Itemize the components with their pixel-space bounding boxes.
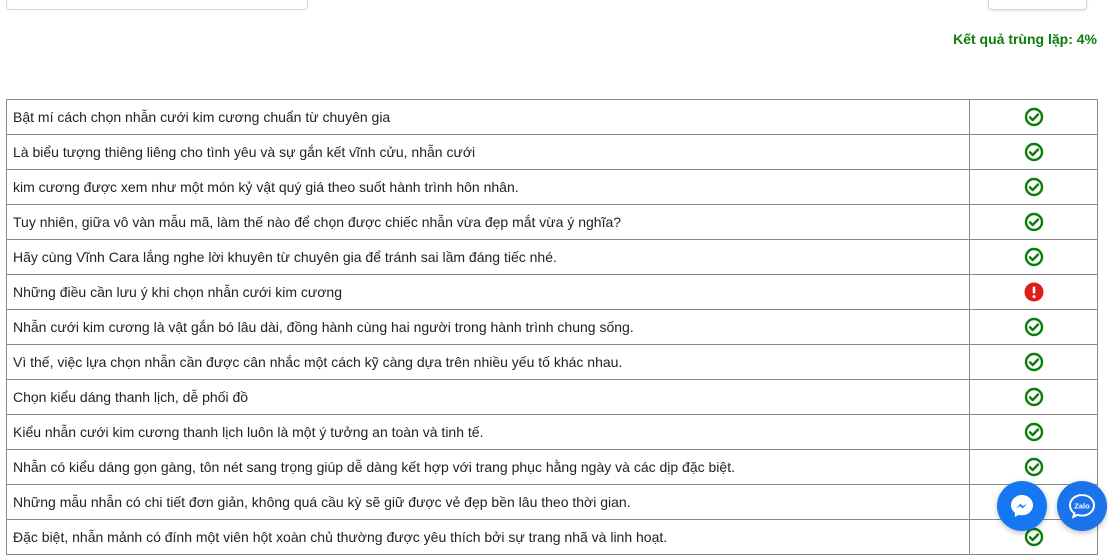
sentence-text: Nhẫn cưới kim cương là vật gắn bó lâu dài, đồng hành cùng hai người trong hành trình chung sống.: [7, 310, 970, 345]
sentence-row: [7, 170, 1098, 205]
check-circle-icon: [1024, 107, 1044, 127]
sentence-text: Tuy nhiên, giữa vô vàn mẫu mã, làm thế nào để chọn được chiếc nhẫn vừa đẹp mắt vừa ý nghĩa?: [7, 205, 970, 240]
check-circle-icon: [1024, 422, 1044, 442]
sentence-text: kim cương được xem như một món kỷ vật quý giá theo suốt hành trình hôn nhân.: [7, 170, 970, 205]
sentence-row: [7, 450, 1098, 485]
sentence-text: Hãy cùng Vĩnh Cara lắng nghe lời khuyên từ chuyên gia để tránh sai lầm đáng tiếc nhé.: [7, 240, 970, 275]
check-circle-icon: [1024, 387, 1044, 407]
status-cell: [970, 415, 1098, 450]
zalo-label: Zalo: [1074, 501, 1090, 511]
status-cell: [970, 100, 1098, 135]
sentence-text: Những điều cần lưu ý khi chọn nhẫn cưới kim cương: [7, 275, 970, 310]
messenger-chat-button[interactable]: [997, 481, 1047, 531]
check-circle-icon: [1024, 142, 1044, 162]
sentence-row: [7, 520, 1098, 555]
status-cell: [970, 135, 1098, 170]
status-cell: [970, 170, 1098, 205]
status-cell: [970, 205, 1098, 240]
sentence-text: Kiểu nhẫn cưới kim cương thanh lịch luôn là một ý tưởng an toàn và tinh tế.: [7, 415, 970, 450]
status-cell: [970, 380, 1098, 415]
status-cell: [970, 240, 1098, 275]
exclamation-circle-icon: [1024, 282, 1044, 302]
sentence-text: Những mẫu nhẫn có chi tiết đơn giản, không quá cầu kỳ sẽ giữ được vẻ đẹp bền lâu theo thời gian.: [7, 485, 970, 520]
zalo-chat-button[interactable]: [1057, 481, 1107, 531]
sentence-row: [7, 310, 1098, 345]
status-cell: [970, 345, 1098, 380]
check-circle-icon: [1024, 457, 1044, 477]
sentence-text: Chọn kiểu dáng thanh lịch, dễ phối đồ: [7, 380, 970, 415]
sentence-row: [7, 205, 1098, 240]
sentence-text: Đặc biệt, nhẫn mảnh có đính một viên hột xoàn chủ thường được yêu thích bởi sự trang nhã và linh hoạt.: [7, 520, 970, 555]
check-circle-icon: [1024, 317, 1044, 337]
check-circle-icon: [1024, 212, 1044, 232]
text-input-box[interactable]: [6, 0, 308, 10]
status-cell: [970, 275, 1098, 310]
sentence-row: [7, 345, 1098, 380]
status-cell: [970, 450, 1098, 485]
sentence-row: [7, 380, 1098, 415]
sentence-row: [7, 100, 1098, 135]
sentence-row: [7, 135, 1098, 170]
check-circle-icon: [1024, 247, 1044, 267]
results-table: [6, 99, 1098, 555]
check-circle-icon: [1024, 177, 1044, 197]
status-cell: [970, 310, 1098, 345]
sentence-text: Là biểu tượng thiêng liêng cho tình yêu và sự gắn kết vĩnh cửu, nhẫn cưới: [7, 135, 970, 170]
sentence-text: Bật mí cách chọn nhẫn cưới kim cương chuẩn từ chuyên gia: [7, 100, 970, 135]
messenger-icon: [1008, 492, 1036, 520]
check-button[interactable]: [988, 0, 1087, 10]
sentence-row: [7, 275, 1098, 310]
sentence-row: [7, 485, 1098, 520]
zalo-icon: [1067, 491, 1097, 521]
sentence-text: Vì thế, việc lựa chọn nhẫn cần được cân nhắc một cách kỹ càng dựa trên nhiều yếu tố khác nhau.: [7, 345, 970, 380]
duplicate-result-label: Kết quả trùng lặp: 4%: [953, 31, 1097, 47]
sentence-text: Nhẫn có kiểu dáng gọn gàng, tôn nét sang trọng giúp dễ dàng kết hợp với trang phục hằng ngày và các dịp đặc biệt.: [7, 450, 970, 485]
sentence-row: [7, 415, 1098, 450]
sentence-row: [7, 240, 1098, 275]
check-circle-icon: [1024, 352, 1044, 372]
